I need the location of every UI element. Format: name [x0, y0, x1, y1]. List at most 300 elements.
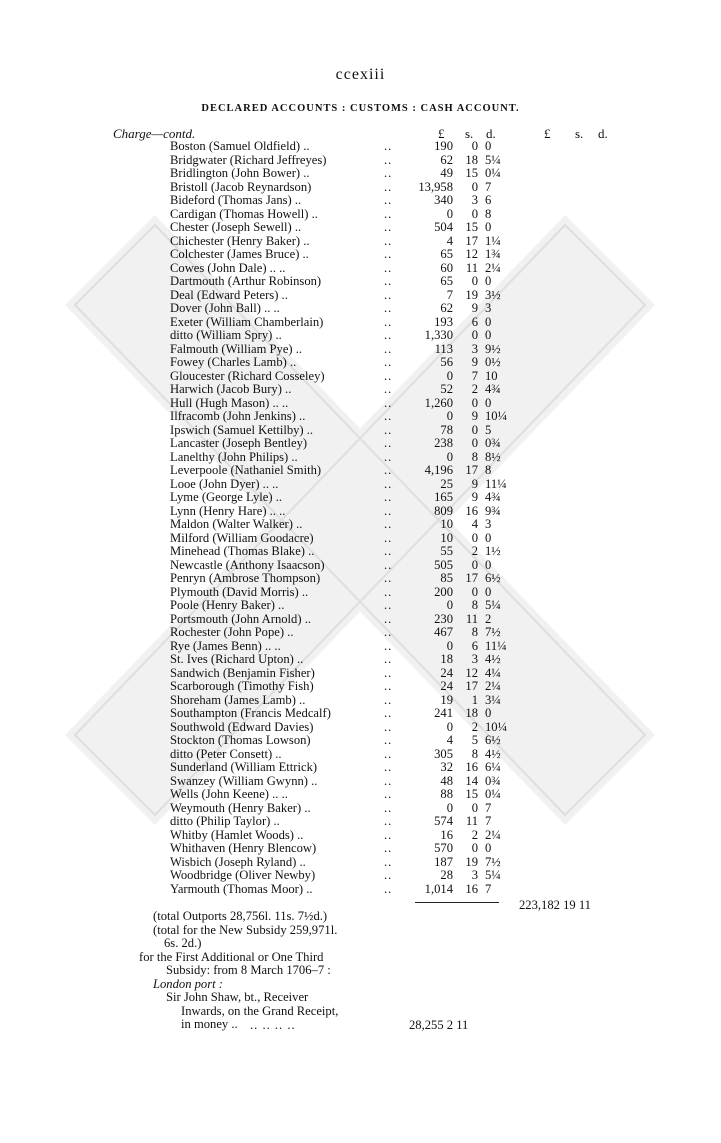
pence-cell: 10¼ [485, 719, 508, 734]
leader-dots: .. [384, 179, 393, 194]
table-row [0, 599, 721, 613]
shillings-cell: 0 [471, 206, 478, 221]
shillings-cell: 3 [471, 652, 478, 666]
leader-dots: .. [384, 827, 393, 842]
pounds-cell: 13,958 [418, 179, 453, 194]
entry-name: Bridgwater (Richard Jeffreyes) [170, 152, 327, 167]
leader-dots: .. [384, 760, 393, 774]
entry-name: Whithaven (Henry Blencow) [170, 841, 317, 855]
pounds-cell: 65 [440, 274, 453, 288]
shillings-cell: 0 [471, 139, 478, 153]
table-row [0, 829, 721, 843]
entry-name: Rye (James Benn) .. .. [170, 638, 281, 653]
shillings-cell: 18 [465, 706, 478, 720]
pounds-cell: 88 [440, 787, 453, 801]
pounds-cell: 85 [440, 571, 453, 585]
leader-dots: .. [384, 220, 393, 234]
pence-cell: 5¼ [485, 152, 501, 167]
shillings-cell: 2 [471, 719, 478, 734]
entry-name: Minehead (Thomas Blake) .. [170, 544, 315, 558]
leader-dots: .. [384, 800, 393, 815]
shillings-cell: 15 [465, 166, 478, 180]
pounds-cell: 467 [434, 625, 453, 639]
leader-dots: .. [384, 719, 393, 734]
note-subsidy-date: Subsidy: from 8 March 1706–7 : [166, 963, 331, 977]
entry-name: Fowey (Charles Lamb) .. [170, 355, 297, 369]
table-row [0, 370, 721, 384]
note-total-new-subsidy: (total for the New Subsidy 259,971l. [153, 923, 338, 937]
pounds-cell: 113 [434, 341, 453, 356]
leader-dots: .. [384, 544, 393, 558]
entry-name: Deal (Edward Peters) .. [170, 287, 288, 302]
table-row [0, 856, 721, 870]
entry-name: Bideford (Thomas Jans) .. [170, 193, 302, 207]
shillings-cell: 0 [471, 841, 478, 855]
table-row [0, 626, 721, 640]
table-row [0, 275, 721, 289]
pounds-cell: 0 [446, 449, 453, 464]
final-figure: 28,255 2 11 [409, 1018, 469, 1032]
leader-dots: .. [384, 152, 393, 167]
pounds-cell: 238 [434, 436, 453, 450]
shillings-cell: 6 [471, 638, 478, 653]
pounds-cell: 19 [440, 692, 453, 707]
table-row [0, 707, 721, 721]
entry-name: Falmouth (William Pye) .. [170, 341, 303, 356]
pence-cell: 0 [485, 530, 492, 545]
entry-name: Hull (Hugh Mason) .. .. [170, 395, 289, 410]
final-leader-dots: .. .. .. .. [250, 1018, 296, 1032]
leader-dots: .. [384, 260, 393, 275]
entry-name: Boston (Samuel Oldfield) .. [170, 139, 310, 153]
entry-name: Milford (William Goodacre) [170, 530, 314, 545]
table-row [0, 505, 721, 519]
pounds-cell: 0 [446, 206, 453, 221]
shillings-cell: 16 [465, 503, 478, 518]
pounds-cell: 10 [440, 530, 453, 545]
pounds-cell: 62 [440, 301, 453, 315]
shillings-cell: 9 [471, 490, 478, 504]
shillings-cell: 9 [471, 476, 478, 491]
table-row [0, 302, 721, 316]
pence-cell: 7 [485, 179, 492, 194]
table-row [0, 221, 721, 235]
shillings-cell: 0 [471, 179, 478, 194]
pounds-cell: 10 [440, 517, 453, 531]
entry-name: Chester (Joseph Sewell) .. [170, 220, 302, 234]
entry-name: Colchester (James Bruce) .. [170, 247, 309, 261]
table-row [0, 478, 721, 492]
entry-name: Leverpoole (Nathaniel Smith) [170, 463, 322, 477]
leader-dots: .. [384, 301, 393, 315]
pence-cell: 4¼ [485, 665, 501, 680]
leader-dots: .. [384, 193, 393, 207]
entry-name: Dover (John Ball) .. .. [170, 301, 280, 315]
leader-dots: .. [384, 652, 393, 666]
pence-cell: 2¼ [485, 260, 501, 275]
shillings-cell: 7 [471, 368, 478, 383]
shillings-cell: 17 [465, 679, 478, 693]
entry-name: Sunderland (William Ettrick) [170, 760, 318, 774]
pence-cell: 1¾ [485, 247, 501, 261]
leader-dots: .. [384, 436, 393, 450]
leader-dots: .. [384, 733, 393, 747]
entry-name: Bridlington (John Bower) .. [170, 166, 310, 180]
pounds-cell: 1,260 [424, 395, 453, 410]
entry-name: Southampton (Francis Medcalf) [170, 706, 331, 720]
shillings-cell: 19 [465, 287, 478, 302]
table-row [0, 343, 721, 357]
entry-name: ditto (Peter Consett) .. [170, 746, 282, 761]
shillings-cell: 16 [465, 760, 478, 774]
pounds-cell: 0 [446, 409, 453, 423]
pence-cell: 1¼ [485, 233, 501, 248]
table-row [0, 397, 721, 411]
pounds-cell: 16 [440, 827, 453, 842]
pence-cell: 9¾ [485, 503, 501, 518]
pounds-cell: 24 [440, 679, 453, 693]
leader-dots: .. [384, 382, 393, 396]
leader-dots: .. [384, 557, 393, 572]
entries-table [0, 140, 721, 896]
pence-cell: 3½ [485, 287, 501, 302]
table-row [0, 775, 721, 789]
pounds-cell: 241 [434, 706, 453, 720]
entry-name: Wells (John Keene) .. .. [170, 787, 288, 801]
pounds-cell: 190 [434, 139, 453, 153]
entry-name: Maldon (Walter Walker) .. [170, 517, 303, 531]
entry-name: Penryn (Ambrose Thompson) [170, 571, 321, 585]
shillings-cell: 11 [465, 814, 478, 828]
pounds-cell: 0 [446, 638, 453, 653]
entry-name: Wisbich (Joseph Ryland) .. [170, 854, 306, 869]
pence-cell: 0¼ [485, 166, 501, 180]
leader-dots: .. [384, 881, 393, 896]
entry-name: Scarborough (Timothy Fish) [170, 679, 314, 693]
leader-dots: .. [384, 773, 393, 788]
leader-dots: .. [384, 625, 393, 639]
shillings-cell: 8 [471, 746, 478, 761]
shillings-cell: 6 [471, 314, 478, 329]
pence-cell: 11¼ [485, 638, 507, 653]
note-london-port: London port : [153, 977, 223, 991]
leader-dots: .. [384, 422, 393, 437]
pence-header: d. [486, 126, 496, 141]
pence-cell: 0 [485, 706, 492, 720]
leader-dots: .. [384, 233, 393, 248]
pence-cell: 1½ [485, 544, 501, 558]
table-row [0, 532, 721, 546]
table-row [0, 154, 721, 168]
pounds-cell: 7 [446, 287, 453, 302]
pence-cell: 6½ [485, 571, 501, 585]
pounds-cell: 0 [446, 800, 453, 815]
shillings-cell: 9 [471, 409, 478, 423]
leader-dots: .. [384, 530, 393, 545]
pence-cell: 4½ [485, 652, 501, 666]
table-row [0, 262, 721, 276]
leader-dots: .. [384, 692, 393, 707]
table-row [0, 491, 721, 505]
entry-name: Yarmouth (Thomas Moor) .. [170, 881, 313, 896]
leader-dots: .. [384, 490, 393, 504]
table-row [0, 545, 721, 559]
pence-cell: 3¼ [485, 692, 501, 707]
entry-name: Newcastle (Anthony Isaacson) [170, 557, 325, 572]
table-row [0, 356, 721, 370]
note-first-additional: for the First Additional or One Third [139, 950, 324, 964]
pounds-cell: 52 [440, 382, 453, 396]
shillings-cell: 0 [471, 274, 478, 288]
pounds-cell: 18 [440, 652, 453, 666]
note-receiver: Sir John Shaw, bt., Receiver [166, 990, 309, 1004]
pounds-cell: 56 [440, 355, 453, 369]
table-row [0, 167, 721, 181]
shillings-cell: 15 [465, 220, 478, 234]
shillings-cell: 9 [471, 301, 478, 315]
shillings-cell: 8 [471, 449, 478, 464]
shillings-cell: 0 [471, 436, 478, 450]
pounds-cell: 4 [446, 733, 453, 747]
table-row [0, 586, 721, 600]
entry-name: St. Ives (Richard Upton) .. [170, 652, 304, 666]
shillings-cell: 2 [471, 827, 478, 842]
entry-name: ditto (William Spry) .. [170, 328, 282, 342]
note-total-outports: (total Outports 28,756l. 11s. 7½d.) [153, 909, 328, 923]
entry-name: Rochester (John Pope) .. [170, 625, 294, 639]
shillings-cell: 14 [465, 773, 478, 788]
pence-cell: 5¼ [485, 868, 501, 882]
shillings-cell: 16 [465, 881, 478, 896]
table-row [0, 815, 721, 829]
pence-cell: 0 [485, 841, 492, 855]
leader-dots: .. [384, 449, 393, 464]
table-row [0, 181, 721, 195]
leader-dots: .. [384, 638, 393, 653]
note-total-new-subsidy-cont: 6s. 2d.) [164, 936, 202, 950]
pounds-cell: 504 [434, 220, 453, 234]
table-row [0, 194, 721, 208]
pence-cell: 0¼ [485, 787, 501, 801]
shillings-cell: 17 [465, 233, 478, 248]
table-row [0, 235, 721, 249]
table-row [0, 559, 721, 573]
shillings-cell: 2 [471, 544, 478, 558]
pence-cell: 4¾ [485, 490, 501, 504]
shillings-cell: 0 [471, 800, 478, 815]
shillings-cell: 0 [471, 328, 478, 342]
entry-name: ditto (Philip Taylor) .. [170, 814, 280, 828]
shillings-cell: 3 [471, 868, 478, 882]
table-row [0, 437, 721, 451]
leader-dots: .. [384, 746, 393, 761]
pounds-cell: 65 [440, 247, 453, 261]
leader-dots: .. [384, 476, 393, 491]
table-row [0, 680, 721, 694]
entry-name: Gloucester (Richard Cosseley) [170, 368, 325, 383]
pence-cell: 0¾ [485, 773, 501, 788]
table-row [0, 289, 721, 303]
pence-cell: 3 [485, 517, 492, 531]
pounds-cell: 48 [440, 773, 453, 788]
shillings-cell: 3 [471, 341, 478, 356]
table-row [0, 761, 721, 775]
pence-cell: 5¼ [485, 598, 501, 612]
table-row [0, 140, 721, 154]
entry-name: Lanelthy (John Philips) .. [170, 449, 298, 464]
leader-dots: .. [384, 517, 393, 531]
total-rule [415, 902, 499, 903]
pence-cell: 6½ [485, 733, 501, 747]
shillings-cell: 0 [471, 422, 478, 437]
pence-cell: 10¼ [485, 409, 508, 423]
table-row [0, 518, 721, 532]
shillings-cell: 4 [471, 517, 478, 531]
table-row [0, 316, 721, 330]
pounds-cell: 574 [434, 814, 453, 828]
shillings-cell: 12 [465, 247, 478, 261]
pounds-cell: 0 [446, 368, 453, 383]
table-row [0, 640, 721, 654]
leader-dots: .. [384, 314, 393, 329]
entry-name: Woodbridge (Oliver Newby) [170, 868, 316, 882]
pence-cell: 0½ [485, 355, 501, 369]
shillings-cell: 0 [471, 557, 478, 572]
leader-dots: .. [384, 584, 393, 599]
entry-name: Ipswich (Samuel Kettilby) .. [170, 422, 314, 437]
table-row [0, 802, 721, 816]
entry-name: Lancaster (Joseph Bentley) [170, 436, 308, 450]
page-number: ccexiii [335, 66, 386, 83]
pence-cell: 4¾ [485, 382, 501, 396]
table-row [0, 572, 721, 586]
pounds-cell: 165 [434, 490, 453, 504]
pence-header-2: d. [598, 126, 608, 141]
pence-cell: 2¼ [485, 827, 501, 842]
shillings-cell: 11 [465, 611, 478, 626]
leader-dots: .. [384, 571, 393, 585]
pence-cell: 0 [485, 314, 492, 329]
table-row [0, 329, 721, 343]
pence-cell: 7½ [485, 625, 501, 639]
table-row [0, 694, 721, 708]
pence-cell: 7½ [485, 854, 501, 869]
pound-header-2: £ [544, 126, 551, 141]
page-title: DECLARED ACCOUNTS : CUSTOMS : CASH ACCOUNT. [201, 103, 520, 114]
note-receiver-cont: Inwards, on the Grand Receipt, [181, 1004, 339, 1018]
shillings-cell: 0 [471, 584, 478, 599]
table-row [0, 734, 721, 748]
leader-dots: .. [384, 395, 393, 410]
entry-name: Cardigan (Thomas Howell) .. [170, 206, 318, 221]
leader-dots: .. [384, 328, 393, 342]
pounds-cell: 305 [434, 746, 453, 761]
pounds-cell: 570 [434, 841, 453, 855]
entry-name: Dartmouth (Arthur Robinson) [170, 274, 322, 288]
leader-dots: .. [384, 598, 393, 612]
pence-cell: 0 [485, 584, 492, 599]
pounds-cell: 28 [440, 868, 453, 882]
leader-dots: .. [384, 166, 393, 180]
pounds-cell: 200 [434, 584, 453, 599]
pounds-cell: 25 [440, 476, 453, 491]
pound-header: £ [438, 126, 445, 141]
pence-cell: 0 [485, 274, 492, 288]
pence-cell: 3 [485, 301, 492, 315]
charge-label: Charge—contd. [113, 126, 196, 141]
pounds-cell: 505 [434, 557, 453, 572]
entry-name: Weymouth (Henry Baker) .. [170, 800, 311, 815]
shillings-cell: 0 [471, 395, 478, 410]
leader-dots: .. [384, 706, 393, 720]
leader-dots: .. [384, 787, 393, 801]
table-row [0, 883, 721, 897]
table-row [0, 788, 721, 802]
table-row [0, 383, 721, 397]
pounds-cell: 4 [446, 233, 453, 248]
table-row [0, 842, 721, 856]
pounds-cell: 4,196 [424, 463, 453, 477]
entry-name: Stockton (Thomas Lowson) [170, 733, 311, 747]
pence-cell: 7 [485, 800, 492, 815]
pence-cell: 5 [485, 422, 492, 437]
leader-dots: .. [384, 247, 393, 261]
leader-dots: .. [384, 355, 393, 369]
entry-name: Shoreham (James Lamb) .. [170, 692, 306, 707]
pence-cell: 6 [485, 193, 492, 207]
table-row [0, 248, 721, 262]
table-row [0, 464, 721, 478]
total-figure: 223,182 19 11 [519, 898, 591, 912]
table-row [0, 451, 721, 465]
entry-name: Looe (John Dyer) .. .. [170, 476, 279, 491]
leader-dots: .. [384, 287, 393, 302]
entry-name: Southwold (Edward Davies) [170, 719, 314, 734]
shillings-cell: 17 [465, 463, 478, 477]
shilling-header-2: s. [575, 126, 584, 141]
shillings-cell: 1 [471, 692, 478, 707]
pounds-cell: 193 [434, 314, 453, 329]
pence-cell: 8 [485, 463, 492, 477]
pence-cell: 0 [485, 328, 492, 342]
shilling-header: s. [465, 126, 474, 141]
pounds-cell: 1,014 [424, 881, 453, 896]
table-row [0, 613, 721, 627]
pounds-cell: 0 [446, 598, 453, 612]
shillings-cell: 15 [465, 787, 478, 801]
entry-name: Exeter (William Chamberlain) [170, 314, 324, 329]
pence-cell: 7 [485, 881, 492, 896]
pounds-cell: 60 [440, 260, 453, 275]
leader-dots: .. [384, 409, 393, 423]
entry-name: Chichester (Henry Baker) .. [170, 233, 310, 248]
pounds-cell: 49 [440, 166, 453, 180]
pounds-cell: 187 [434, 854, 453, 869]
pounds-cell: 809 [434, 503, 453, 518]
pence-cell: 0 [485, 139, 492, 153]
shillings-cell: 19 [465, 854, 478, 869]
entry-name: Portsmouth (John Arnold) .. [170, 611, 311, 626]
entry-name: Whitby (Hamlet Woods) .. [170, 827, 304, 842]
shillings-cell: 2 [471, 382, 478, 396]
pounds-cell: 62 [440, 152, 453, 167]
leader-dots: .. [384, 368, 393, 383]
leader-dots: .. [384, 274, 393, 288]
pence-cell: 7 [485, 814, 492, 828]
entry-name: Lyme (George Lyle) .. [170, 490, 283, 504]
shillings-cell: 18 [465, 152, 478, 167]
entry-name: Poole (Henry Baker) .. [170, 598, 285, 612]
